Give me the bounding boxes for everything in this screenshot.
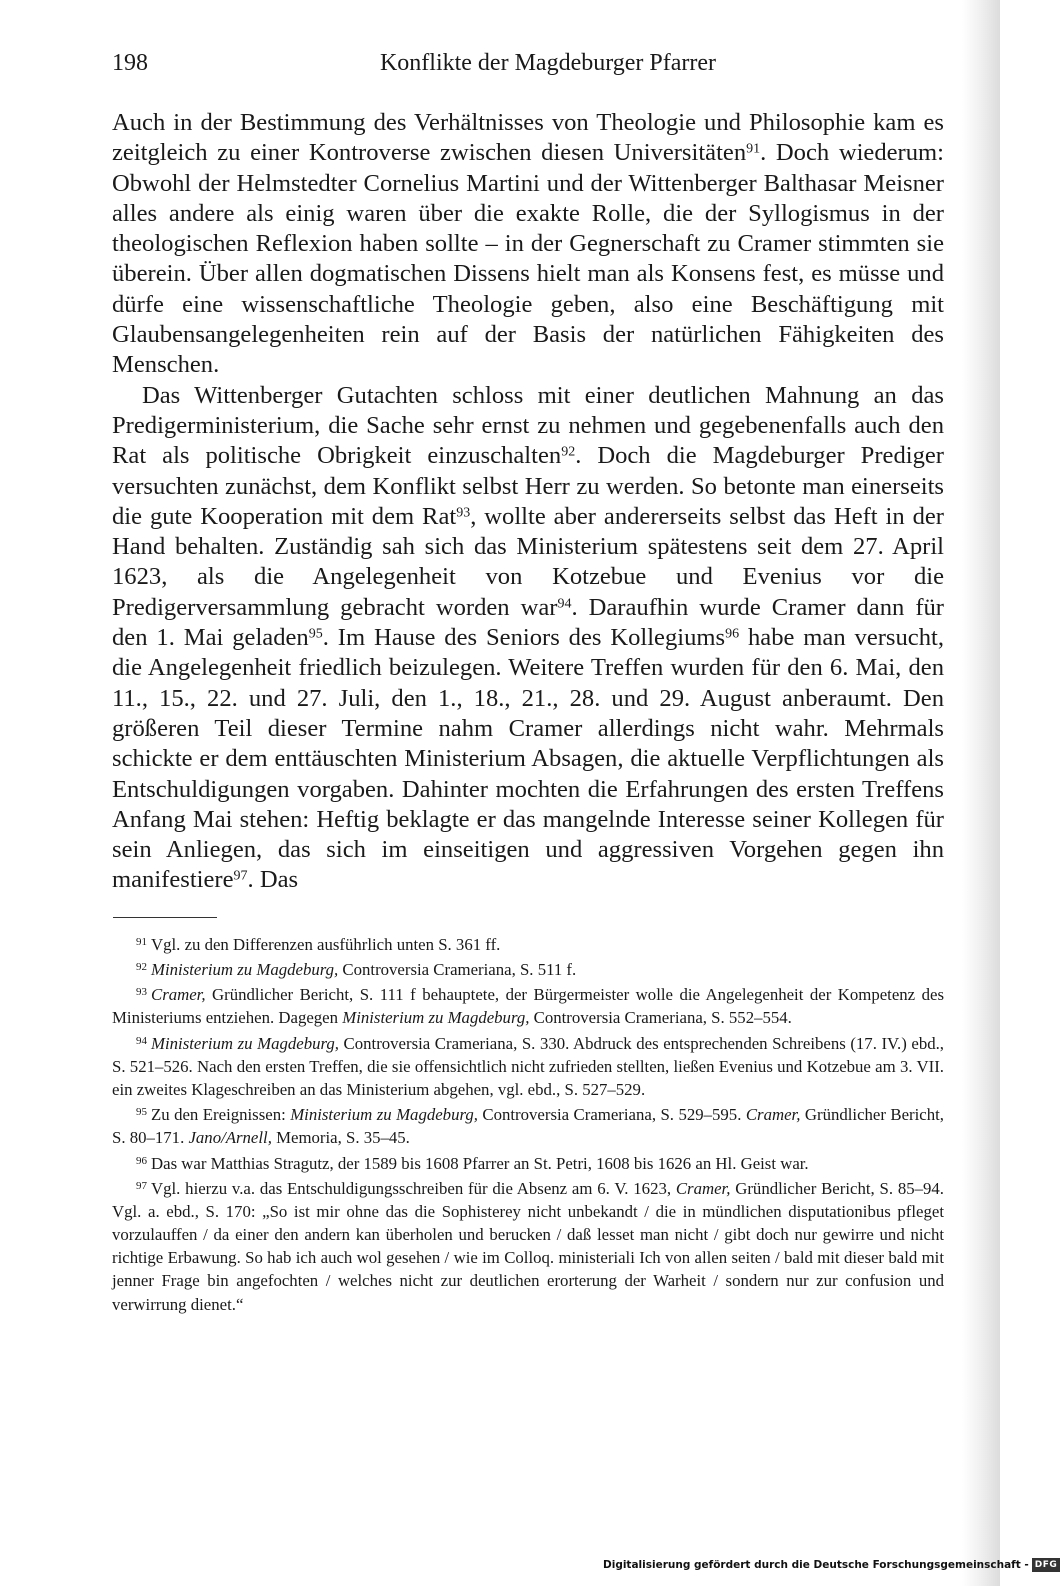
text-run: . Das [247, 866, 299, 894]
footnote-number: 95 [136, 1106, 147, 1119]
footnote-number: 91 [136, 936, 147, 948]
footnote-ref-97: 97 [233, 868, 248, 884]
footnote-italic: Ministerium zu Magdeburg, [342, 1008, 530, 1028]
footnote-96 [112, 1150, 944, 1175]
footnote-ref-94: 94 [557, 596, 572, 612]
dfg-logo-icon: DFG [1032, 1558, 1060, 1572]
footnotes [112, 931, 944, 1316]
footnote-italic: Cramer, [675, 1178, 731, 1198]
paragraph-2 [112, 381, 944, 896]
footnote-number: 97 [136, 1179, 147, 1192]
footnote-ref-92: 92 [561, 444, 576, 460]
footnote-94 [112, 1030, 944, 1102]
page-header [112, 50, 944, 86]
footnote-separator [113, 917, 217, 918]
footnote-text: Das war Matthias Stragutz, der 1589 bis 1608 Pfarrer an St. Petri, 1608 bis 1626 an Hl. Geist war. [151, 1153, 809, 1173]
main-text [112, 108, 944, 896]
text-run: . Im Hause des Seniors des Kollegiums [322, 624, 726, 652]
footnote-92 [112, 956, 944, 981]
footnote-97 [112, 1175, 944, 1316]
footnote-ref-93: 93 [456, 505, 471, 521]
text-run: . Doch die Magdeburger Prediger versuchten zunächst, dem Konflikt selbst Herr zu werden. So betonte man einerseits die gute Kooperation mit dem Rat [112, 442, 944, 530]
running-title: Konflikte der Magdeburger Pfarrer [379, 50, 717, 76]
footnote-number: 96 [136, 1154, 147, 1167]
footnote-text: Controversia Crameriana, S. 529–595. [477, 1105, 746, 1125]
footnote-number: 94 [136, 1034, 147, 1047]
footnote-text: Gründlicher Bericht, S. 85–94. Vgl. a. ebd., S. 170: „So ist mir ohne das die Sophisterey nicht unbekandt / die in mündlichen disputationibus pfleget vorzulauffen / da einer den andern kan überholen und berucken / daß lesset man nicht / gibt doch nur gewirre und nicht richtige Erbawung. So hab ich auch wol gesehen / wie im Colloq. ministeriali Ich von allen seiten / bald mit dieser bald mit jenner Frage bin angefochten / welches nicht zur deutlichen erorterung der Warheit / sondern nur zur confusion und verwirrung dienet.“ [112, 1178, 944, 1314]
footnote-italic: Cramer, [745, 1105, 801, 1125]
footnote-number: 93 [136, 986, 147, 999]
footnote-text: Memoria, S. 35–45. [271, 1128, 410, 1148]
footnote-text: Controversia Crameriana, S. 552–554. [529, 1008, 792, 1028]
footnote-italic: Ministerium zu Magdeburg, [290, 1105, 478, 1125]
footnote-ref-91: 91 [746, 141, 761, 157]
footnote-93 [112, 981, 944, 1029]
footnote-text: Zu den Ereignissen: [151, 1105, 291, 1125]
footnote-number: 92 [136, 961, 147, 974]
footnote-text: Gründlicher Bericht, S. 111 f behauptete, der Bürgermeister wolle die Angelegenheit der Kompetenz des Ministeriums entziehen. Dagegen [112, 985, 944, 1028]
text-run: habe man versucht, die Angelegenheit friedlich beizulegen. Weitere Treffen wurden für den 6. Mai, den 11., 15., 22. und 27. Juli, den 1., 18., 21., 28. und 29. August anberaumt. Den größeren Teil dieser Termine nahm Cramer allerdings nicht wahr. Mehrmals schickte er dem enttäuschten Ministerium Absagen, die aktuelle Verpflichtungen als Entschuldigungen vorgaben. Dahinter mochten die Erfahrungen des ersten Treffens Anfang Mai stehen: Heftig beklagte er das mangelnde Interesse seiner Kollegen für sein Anliegen, das sich im einseitigen und aggressiven Vorgehen gegen ihn manifestiere [112, 624, 944, 894]
text-run: . Doch wiederum: Obwohl der Helmstedter Cornelius Martini und der Wittenberger Balthasar Meisner alles andere als einig waren über die exakte Rolle, die der Syllogismus in der theologischen Reflexion haben sollte – in der Gegnerschaft zu Cramer stimmten sie überein. Über allen dogmatischen Dissens hielt man als Konsens fest, es müsse und dürfe eine wissenschaftliche Theologie geben, also eine Beschäftigung mit Glaubensangelegenheiten rein auf der Basis der natürlichen Fähigkeiten des Menschen. [112, 139, 944, 379]
footnote-text: Controversia Crameriana, S. 330. Abdruck des entsprechenden Schreibens (17. IV.) ebd., S. 521–526. Nach den ersten Treffen, die sie offensichtlich nicht zufrieden stellten, ließen Evenius und Kotzebue am 3. VII. ein zweites Klageschreiben an das Ministerium abgehen, vgl. ebd., S. 527–529. [112, 1033, 944, 1099]
credit-text: Digitalisierung gefördert durch die Deutsche Forschungsgemeinschaft - [603, 1559, 1029, 1571]
text-run: . Daraufhin wurde Cramer dann für den 1. Mai geladen [112, 593, 944, 652]
digitization-credit [603, 1556, 1060, 1574]
text-run: Auch in der Bestimmung des Verhältnisses von Theologie und Philosophie kam es zeitgleich zu einer Kontroverse zwischen diesen Universitäten [112, 109, 944, 167]
footnote-ref-96: 96 [725, 626, 740, 642]
footnote-text: Vgl. zu den Differenzen ausführlich unten S. 361 ff. [151, 934, 501, 954]
footnote-italic: Ministerium zu Magdeburg, [151, 960, 339, 980]
footnote-italic: Ministerium zu Magdeburg, [151, 1033, 339, 1053]
footnote-91 [112, 931, 944, 956]
paragraph-1 [112, 108, 944, 381]
page-edge-shadow [962, 0, 1000, 1586]
footnote-italic: Jano/Arnell, [188, 1128, 272, 1148]
footnote-text: Vgl. hierzu v.a. das Entschuldigungsschreiben für die Absenz am 6. V. 1623, [151, 1178, 676, 1198]
page-number: 198 [112, 50, 148, 76]
text-run: , wollte aber andererseits selbst das Heft in der Hand behalten. Zuständig sah sich das Ministerium spätestens seit dem 27. April 1623, als die Angelegenheit von Kotzebue und Evenius vor die Predigerversammlung gebracht worden war [112, 502, 944, 621]
footnote-95 [112, 1101, 944, 1149]
footnote-text: Gründlicher Bericht, S. 80–171. [112, 1105, 944, 1148]
footnote-italic: Cramer, [151, 985, 206, 1005]
text-run: Das Wittenberger Gutachten schloss mit einer deutlichen Mahnung an das Predigerministerium, die Sache sehr ernst zu nehmen und gegebenenfalls auch den Rat als politische Obrigkeit einzuschalten [112, 381, 944, 470]
footnote-ref-95: 95 [308, 626, 323, 642]
footnote-text: Controversia Crameriana, S. 511 f. [338, 960, 577, 980]
